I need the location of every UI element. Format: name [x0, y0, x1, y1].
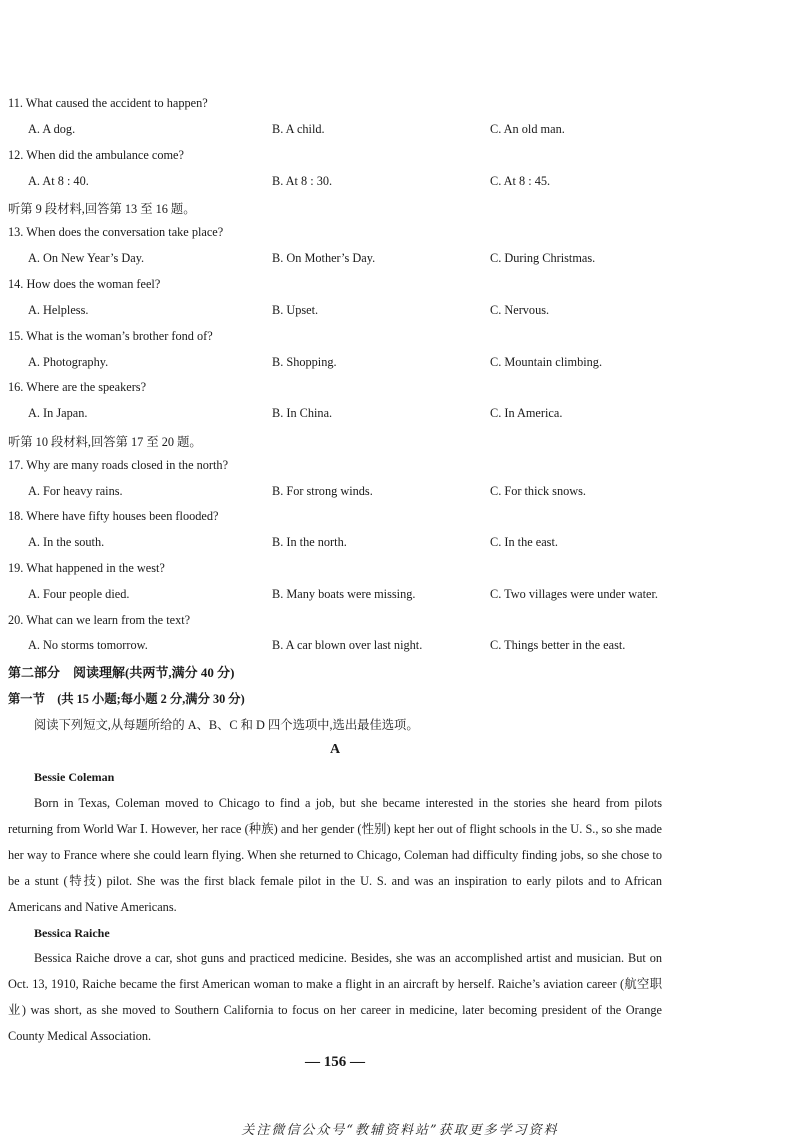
subheading-bessie-coleman: Bessie Coleman — [34, 770, 115, 784]
option-a: A. Helpless. — [28, 303, 89, 317]
question-14: 14. How does the woman feel? — [8, 277, 161, 291]
option-a: A. For heavy rains. — [28, 484, 123, 498]
options-13 — [0, 251, 800, 269]
option-a: A. On New Year’s Day. — [28, 251, 145, 265]
options-17 — [0, 484, 800, 502]
passage-label: A — [329, 742, 341, 757]
option-c: C. In America. — [490, 406, 563, 420]
question-19: 19. What happened in the west? — [8, 561, 165, 575]
subheading-bessica-raiche: Bessica Raiche — [34, 926, 110, 940]
option-c: C. Two villages were under water. — [490, 587, 658, 601]
reading-direction: 阅读下列短文,从每题所给的 A、B、C 和 D 四个选项中,选出最佳选项。 — [34, 718, 419, 732]
question-16: 16. Where are the speakers? — [8, 380, 147, 394]
option-b: B. In the north. — [272, 535, 347, 549]
option-b: B. Many boats were missing. — [272, 587, 416, 601]
option-c: C. Things better in the east. — [490, 638, 626, 652]
options-15 — [0, 355, 800, 373]
option-a: A. At 8 : 40. — [28, 174, 89, 188]
part-heading: 第二部分 阅读理解(共两节,满分 40 分) — [8, 665, 235, 680]
footer-note: 关注微信公众号“教辅资料站”获取更多学习资料 — [241, 1123, 559, 1138]
question-17: 17. Why are many roads closed in the north? — [8, 458, 229, 472]
option-b: B. A car blown over last night. — [272, 638, 423, 652]
option-b: B. For strong winds. — [272, 484, 373, 498]
question-20: 20. What can we learn from the text? — [8, 613, 191, 627]
option-c: C. For thick snows. — [490, 484, 586, 498]
option-b: B. A child. — [272, 122, 325, 136]
option-a: A. In the south. — [28, 535, 105, 549]
option-b: B. Upset. — [272, 303, 319, 317]
options-18 — [0, 535, 800, 553]
paragraph-coleman: Born in Texas, Coleman moved to Chicago to find a job, but she became interested in the stories she heard from pilots returning from World War Ⅰ. However, her race (种族) and her gender (性别) kept her out of flight schools in the U. S., so she made her way to France where she could learn flying. When she returned to Chicago, Coleman had difficulty finding jobs, so she chose to be a stunt (特技) pilot. She was the first black female pilot in the U. S. and was an inspiration to early pilots and to African Americans and Native Americans. — [8, 796, 662, 914]
option-a: A. No storms tomorrow. — [28, 638, 148, 652]
question-11: 11. What caused the accident to happen? — [8, 96, 208, 110]
option-a: A. Four people died. — [28, 587, 130, 601]
question-12: 12. When did the ambulance come? — [8, 148, 184, 162]
question-18: 18. Where have fifty houses been flooded? — [8, 509, 219, 523]
paragraph-raiche: Bessica Raiche drove a car, shot guns and practiced medicine. Besides, she was an accomplished artist and musician. But on Oct. 13, 1910, Raiche became the first American woman to make a flight in an aircraft by herself. Raiche’s aviation career (航空职业) was short, as she moved to Southern California to focus on her career in medicine, later becoming president of the Orange County Medical Association. — [8, 951, 662, 1043]
option-a: A. Photography. — [28, 355, 109, 369]
option-b: B. On Mother’s Day. — [272, 251, 376, 265]
options-19 — [0, 587, 800, 605]
options-16 — [0, 406, 800, 424]
question-13: 13. When does the conversation take place? — [8, 225, 224, 239]
options-11 — [0, 122, 800, 140]
options-14 — [0, 303, 800, 321]
option-c: C. Nervous. — [490, 303, 550, 317]
option-b: B. Shopping. — [272, 355, 337, 369]
option-a: A. In Japan. — [28, 406, 88, 420]
section-heading: 第一节 (共 15 小题;每小题 2 分,满分 30 分) — [8, 692, 245, 706]
question-15: 15. What is the woman’s brother fond of? — [8, 329, 213, 343]
option-a: A. A dog. — [28, 122, 76, 136]
option-c: C. Mountain climbing. — [490, 355, 603, 369]
option-c: C. At 8 : 45. — [490, 174, 551, 188]
option-c: C. An old man. — [490, 122, 565, 136]
option-b: B. At 8 : 30. — [272, 174, 333, 188]
options-20 — [0, 638, 800, 656]
material-9-instruction: 听第 9 段材料,回答第 13 至 16 题。 — [8, 202, 196, 216]
page-number: — 156 — — [305, 1054, 365, 1070]
material-10-instruction: 听第 10 段材料,回答第 17 至 20 题。 — [8, 435, 202, 449]
option-c: C. In the east. — [490, 535, 558, 549]
option-b: B. In China. — [272, 406, 333, 420]
options-12 — [0, 174, 800, 192]
option-c: C. During Christmas. — [490, 251, 596, 265]
